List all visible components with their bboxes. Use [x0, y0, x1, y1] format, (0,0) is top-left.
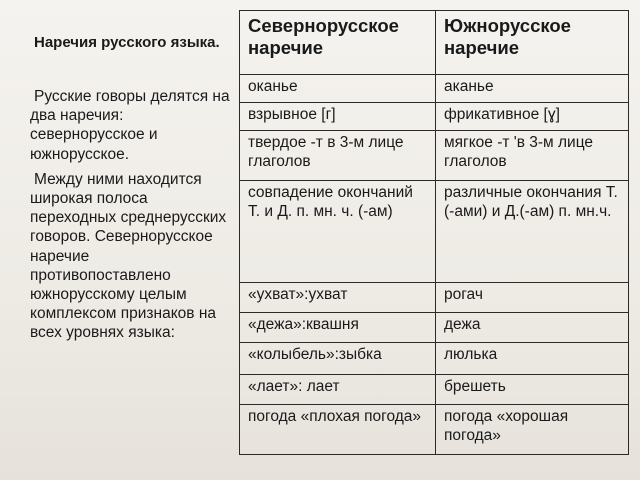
table-row	[240, 181, 629, 283]
intro-paragraph-2: Между ними находится широкая полоса переходных среднерусских говоров. Севернорусское наречие противопоставлено южнорусскому целым комплексом признаков на всех уровнях языка:	[30, 170, 227, 342]
table-row	[240, 75, 629, 103]
north-cell: совпадение окончаний Т. и Д. п. мн. ч. (-ам)	[240, 181, 436, 283]
header-north: Севернорусское наречие	[240, 11, 436, 75]
south-cell: дежа	[436, 313, 629, 343]
north-cell: твердое -т в 3-м лице глаголов	[240, 131, 436, 181]
south-cell: рогач	[436, 283, 629, 313]
north-cell: «лает»: лает	[240, 375, 436, 405]
south-cell: мягкое -т 'в 3-м лице глаголов	[436, 131, 629, 181]
table-row	[240, 131, 629, 181]
south-cell: фрикативное [ɣ]	[436, 103, 629, 131]
north-cell: погода «плохая погода»	[240, 405, 436, 455]
table-header-row	[240, 11, 629, 75]
table-row	[240, 103, 629, 131]
dialect-comparison-table	[239, 10, 629, 455]
table-row	[240, 313, 629, 343]
table-row	[240, 283, 629, 313]
north-cell: «ухват»:ухват	[240, 283, 436, 313]
intro-text-block	[30, 32, 230, 343]
north-cell: оканье	[240, 75, 436, 103]
north-cell: «колыбель»:зыбка	[240, 343, 436, 375]
header-south: Южнорусское наречие	[436, 11, 629, 75]
table-row	[240, 375, 629, 405]
south-cell: различные окончания Т.(-ами) и Д.(-ам) п. мн.ч.	[436, 181, 629, 283]
south-cell: погода «хорошая погода»	[436, 405, 629, 455]
south-cell: брешеть	[436, 375, 629, 405]
south-cell: аканье	[436, 75, 629, 103]
table-row	[240, 343, 629, 375]
north-cell: взрывное [г]	[240, 103, 436, 131]
south-cell: люлька	[436, 343, 629, 375]
north-cell: «дежа»:квашня	[240, 313, 436, 343]
table-row	[240, 405, 629, 455]
intro-paragraph-1: Русские говоры делятся на два наречия: севернорусское и южнорусское.	[30, 88, 230, 163]
intro-title: Наречия русского языка.	[34, 34, 220, 51]
